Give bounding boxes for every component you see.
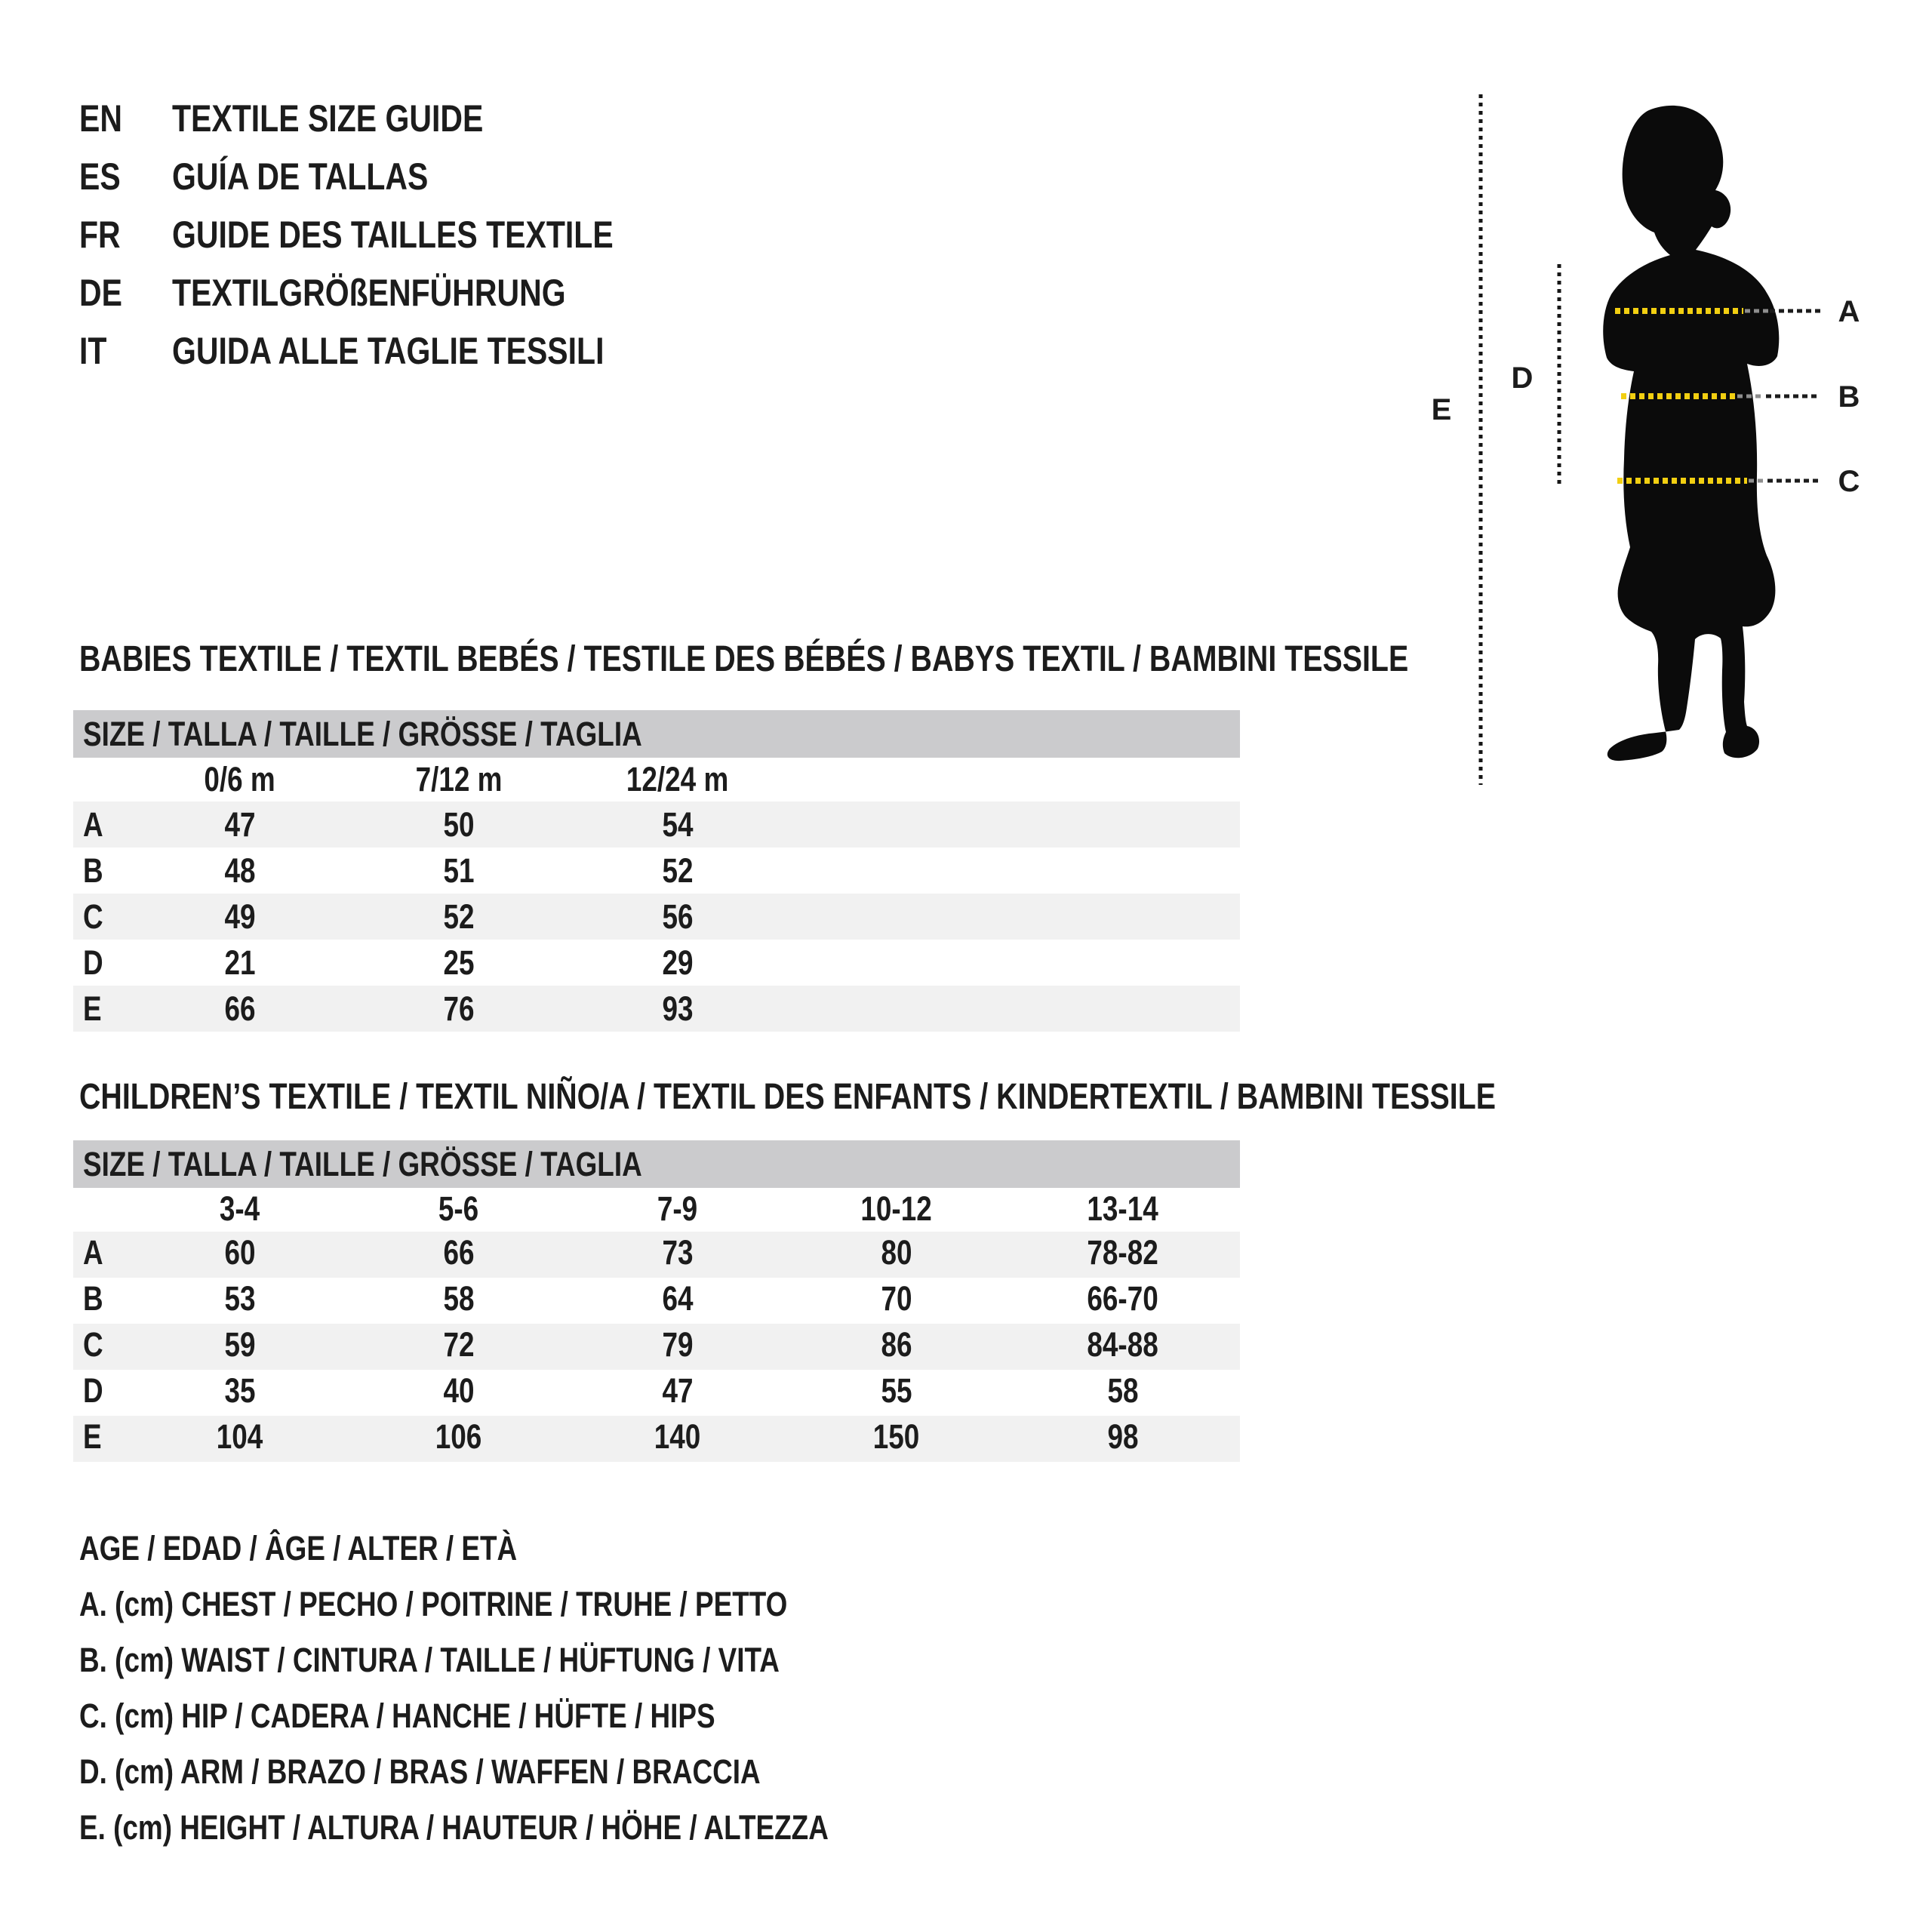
lang-code: IT xyxy=(79,329,107,372)
column-header: 7/12 m xyxy=(415,760,503,798)
language-title-list xyxy=(79,89,710,380)
table-cell: 25 xyxy=(443,943,475,982)
lang-row-es xyxy=(79,147,710,205)
table-cell: 64 xyxy=(662,1279,694,1318)
children-size-table xyxy=(73,1140,1240,1462)
table-cell: 53 xyxy=(224,1279,256,1318)
table-row xyxy=(73,848,1240,894)
lang-row-fr xyxy=(79,205,710,263)
table-cell: 54 xyxy=(662,804,694,844)
table-row xyxy=(73,1232,1240,1278)
table-cell: 79 xyxy=(662,1325,694,1364)
row-label: D xyxy=(83,1371,103,1411)
legend-line-age: AGE / EDAD / ÂGE / ALTER / ETÀ xyxy=(79,1529,518,1567)
row-label: C xyxy=(83,1325,103,1364)
table-cell: 150 xyxy=(873,1417,920,1457)
legend-line-waist: B. (cm) WAIST / CINTURA / TAILLE / HÜFTUNG / VITA xyxy=(79,1641,780,1679)
legend-line-hip: C. (cm) HIP / CADERA / HANCHE / HÜFTE / HIPS xyxy=(79,1697,715,1735)
children-column-header-row xyxy=(73,1188,1240,1232)
size-header-label: SIZE / TALLA / TAILLE / GRÖSSE / TAGLIA xyxy=(83,1144,642,1183)
babies-size-table xyxy=(73,710,1240,1032)
table-cell: 51 xyxy=(443,851,475,890)
column-header: 5-6 xyxy=(438,1189,479,1228)
babies-section-title-text: BABIES TEXTILE / TEXTIL BEBÉS / TESTILE DES BÉBÉS / BABYS TEXTIL / BAMBINI TESSILE xyxy=(79,639,1409,679)
row-label: C xyxy=(83,897,103,936)
table-cell: 104 xyxy=(217,1417,263,1457)
table-row xyxy=(73,940,1240,986)
table-cell: 21 xyxy=(224,943,256,982)
column-header: 3-4 xyxy=(220,1189,260,1228)
table-cell: 47 xyxy=(224,804,256,844)
column-header: 0/6 m xyxy=(204,760,276,798)
table-cell: 60 xyxy=(224,1233,256,1272)
children-size-header-bar xyxy=(73,1140,1240,1188)
lang-code: EN xyxy=(79,97,122,140)
table-cell: 106 xyxy=(435,1417,482,1457)
table-row xyxy=(73,894,1240,940)
legend-line-chest: A. (cm) CHEST / PECHO / POITRINE / TRUHE / PETTO xyxy=(79,1585,788,1623)
table-cell: 58 xyxy=(1107,1371,1139,1411)
table-cell: 52 xyxy=(662,851,694,890)
guide-title-it: GUIDA ALLE TAGLIE TESSILI xyxy=(172,329,605,372)
table-cell: 40 xyxy=(443,1371,475,1411)
table-cell: 73 xyxy=(662,1233,694,1272)
figure-label-b: B xyxy=(1838,380,1860,414)
lang-code: DE xyxy=(79,271,122,314)
child-measurement-figure xyxy=(1419,75,1887,815)
legend-line-height: E. (cm) HEIGHT / ALTURA / HAUTEUR / HÖHE / ALTEZZA xyxy=(79,1808,829,1847)
guide-title-es: GUÍA DE TALLAS xyxy=(172,155,429,198)
column-header: 13-14 xyxy=(1087,1189,1159,1228)
babies-section-title xyxy=(79,638,1700,680)
table-cell: 84-88 xyxy=(1087,1325,1159,1364)
guide-title-de: TEXTILGRÖßENFÜHRUNG xyxy=(172,271,566,314)
row-label: B xyxy=(83,851,103,890)
row-label: A xyxy=(83,1233,103,1272)
babies-column-header-row xyxy=(73,758,1240,801)
table-cell: 76 xyxy=(443,989,475,1028)
table-cell: 93 xyxy=(662,989,694,1028)
lang-row-de xyxy=(79,263,710,321)
column-header: 12/24 m xyxy=(626,760,729,798)
table-cell: 66 xyxy=(224,989,256,1028)
table-cell: 48 xyxy=(224,851,256,890)
row-label: A xyxy=(83,804,103,844)
table-row xyxy=(73,986,1240,1032)
table-cell: 50 xyxy=(443,804,475,844)
table-row xyxy=(73,1370,1240,1416)
babies-size-header-bar xyxy=(73,710,1240,758)
lang-code: ES xyxy=(79,155,121,198)
table-cell: 55 xyxy=(881,1371,912,1411)
column-header: 7-9 xyxy=(657,1189,698,1228)
measurement-legend xyxy=(79,1521,993,1856)
children-section-title xyxy=(79,1076,1807,1118)
table-cell: 59 xyxy=(224,1325,256,1364)
size-header-label: SIZE / TALLA / TAILLE / GRÖSSE / TAGLIA xyxy=(83,714,642,753)
figure-label-e: E xyxy=(1431,393,1452,426)
table-row xyxy=(73,1278,1240,1324)
legend-line-arm: D. (cm) ARM / BRAZO / BRAS / WAFFEN / BRACCIA xyxy=(79,1752,761,1791)
row-label: B xyxy=(83,1279,103,1318)
figure-label-d: D xyxy=(1511,361,1534,395)
children-section-title-text: CHILDREN’S TEXTILE / TEXTIL NIÑO/A / TEXTIL DES ENFANTS / KINDERTEXTIL / BAMBINI TESSILE xyxy=(79,1077,1497,1117)
table-cell: 140 xyxy=(654,1417,701,1457)
table-cell: 35 xyxy=(224,1371,256,1411)
figure-label-c: C xyxy=(1838,465,1860,498)
figure-label-a: A xyxy=(1838,295,1860,328)
table-cell: 86 xyxy=(881,1325,912,1364)
lang-row-en xyxy=(79,89,710,147)
column-header: 10-12 xyxy=(860,1189,933,1228)
lang-row-it xyxy=(79,321,710,380)
row-label: E xyxy=(83,1417,102,1457)
table-row xyxy=(73,1416,1240,1462)
table-row xyxy=(73,1324,1240,1370)
table-cell: 98 xyxy=(1107,1417,1139,1457)
guide-title-fr: GUIDE DES TAILLES TEXTILE xyxy=(172,213,614,256)
table-cell: 49 xyxy=(224,897,256,936)
table-row xyxy=(73,801,1240,848)
lang-code: FR xyxy=(79,213,121,256)
row-label: D xyxy=(83,943,103,982)
table-cell: 47 xyxy=(662,1371,694,1411)
table-cell: 66 xyxy=(443,1233,475,1272)
table-cell: 72 xyxy=(443,1325,475,1364)
table-cell: 66-70 xyxy=(1087,1279,1159,1318)
table-cell: 52 xyxy=(443,897,475,936)
guide-title-en: TEXTILE SIZE GUIDE xyxy=(172,97,484,140)
table-cell: 29 xyxy=(662,943,694,982)
table-cell: 78-82 xyxy=(1087,1233,1159,1272)
table-cell: 70 xyxy=(881,1279,912,1318)
table-cell: 56 xyxy=(662,897,694,936)
table-cell: 80 xyxy=(881,1233,912,1272)
row-label: E xyxy=(83,989,102,1028)
table-cell: 58 xyxy=(443,1279,475,1318)
